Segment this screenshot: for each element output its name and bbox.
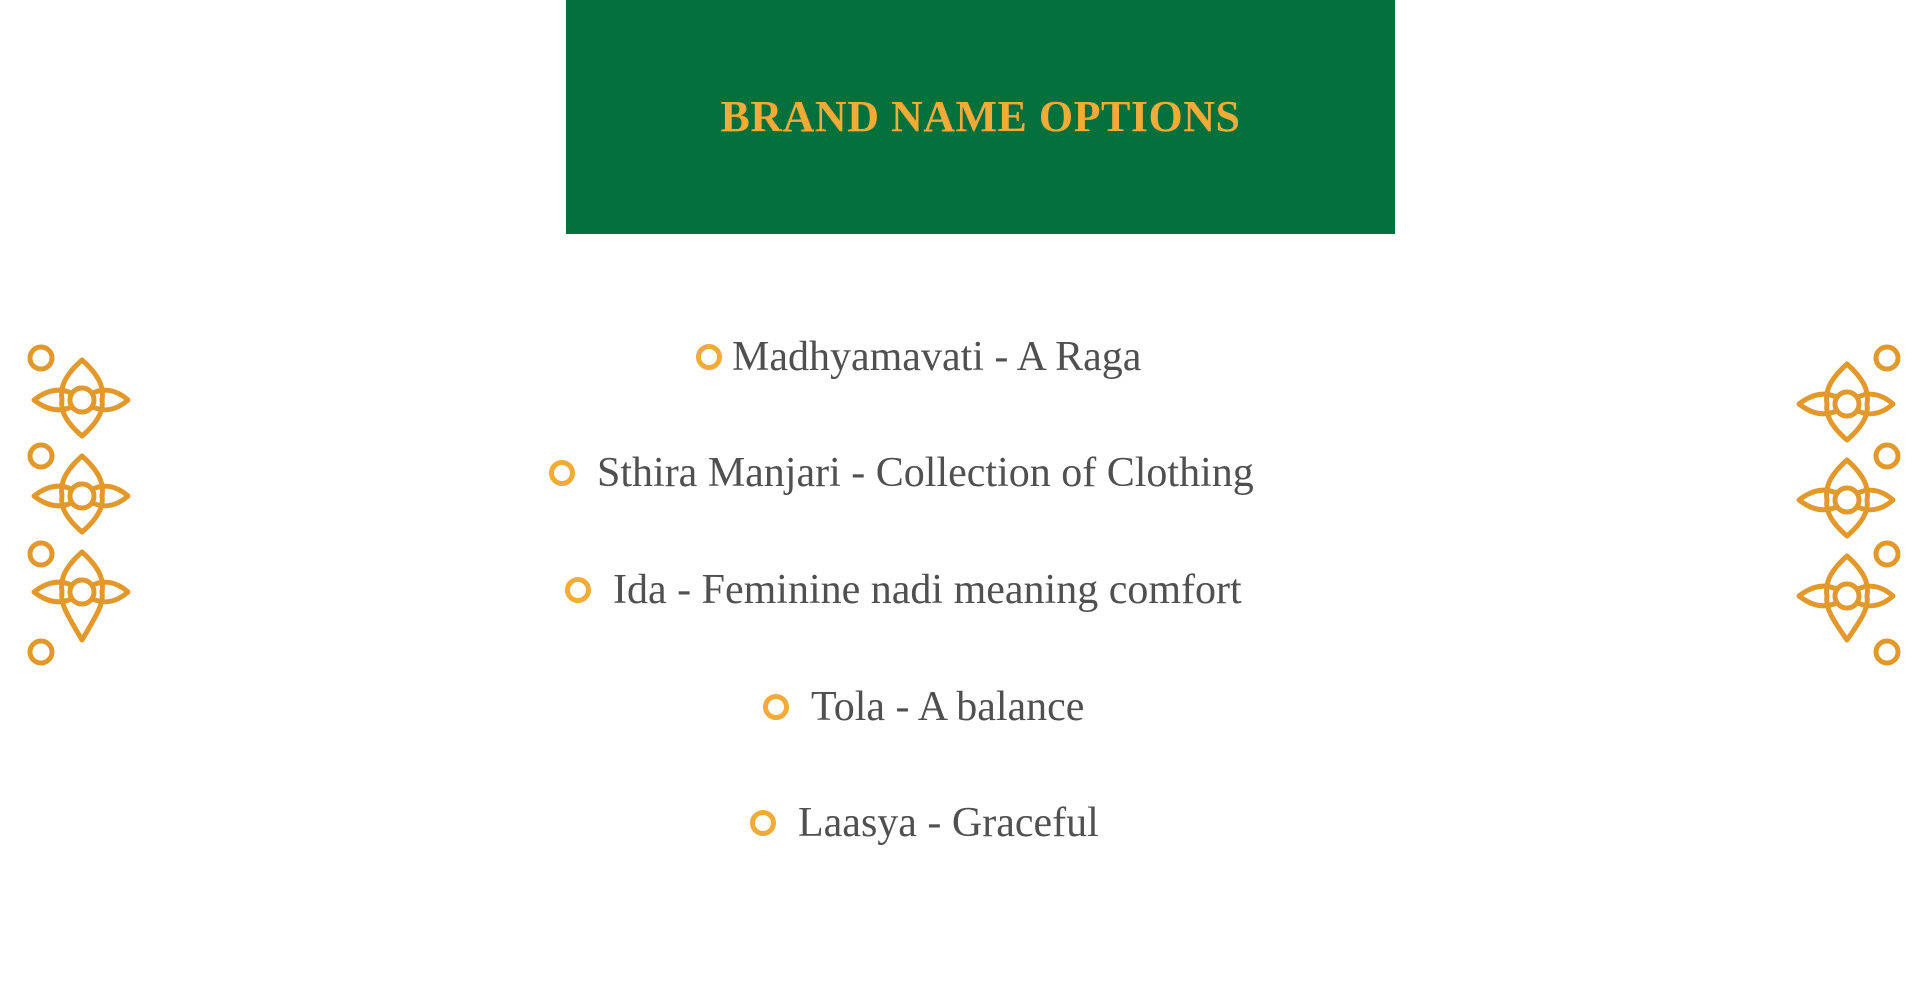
ring-bullet-icon	[696, 344, 722, 370]
list-item	[763, 686, 1084, 728]
option-label: Ida - Feminine nadi meaning comfort	[613, 567, 1242, 613]
header-band	[566, 0, 1395, 234]
option-label: Laasya - Graceful	[798, 800, 1099, 846]
lotus-vine-ornament-icon	[1795, 340, 1915, 670]
list-item	[565, 569, 1242, 611]
list-item	[696, 336, 1141, 378]
lotus-vine-ornament-icon	[20, 340, 140, 670]
option-label: Tola - A balance	[811, 684, 1085, 730]
option-label: Sthira Manjari - Collection of Clothing	[597, 450, 1254, 496]
ring-bullet-icon	[565, 577, 591, 603]
ring-bullet-icon	[549, 460, 575, 486]
ring-bullet-icon	[763, 694, 789, 720]
list-item	[549, 452, 1254, 494]
ring-bullet-icon	[750, 810, 776, 836]
option-label: Madhyamavati - A Raga	[732, 334, 1142, 380]
list-item	[750, 802, 1099, 844]
page-title: BRAND NAME OPTIONS	[720, 91, 1241, 141]
